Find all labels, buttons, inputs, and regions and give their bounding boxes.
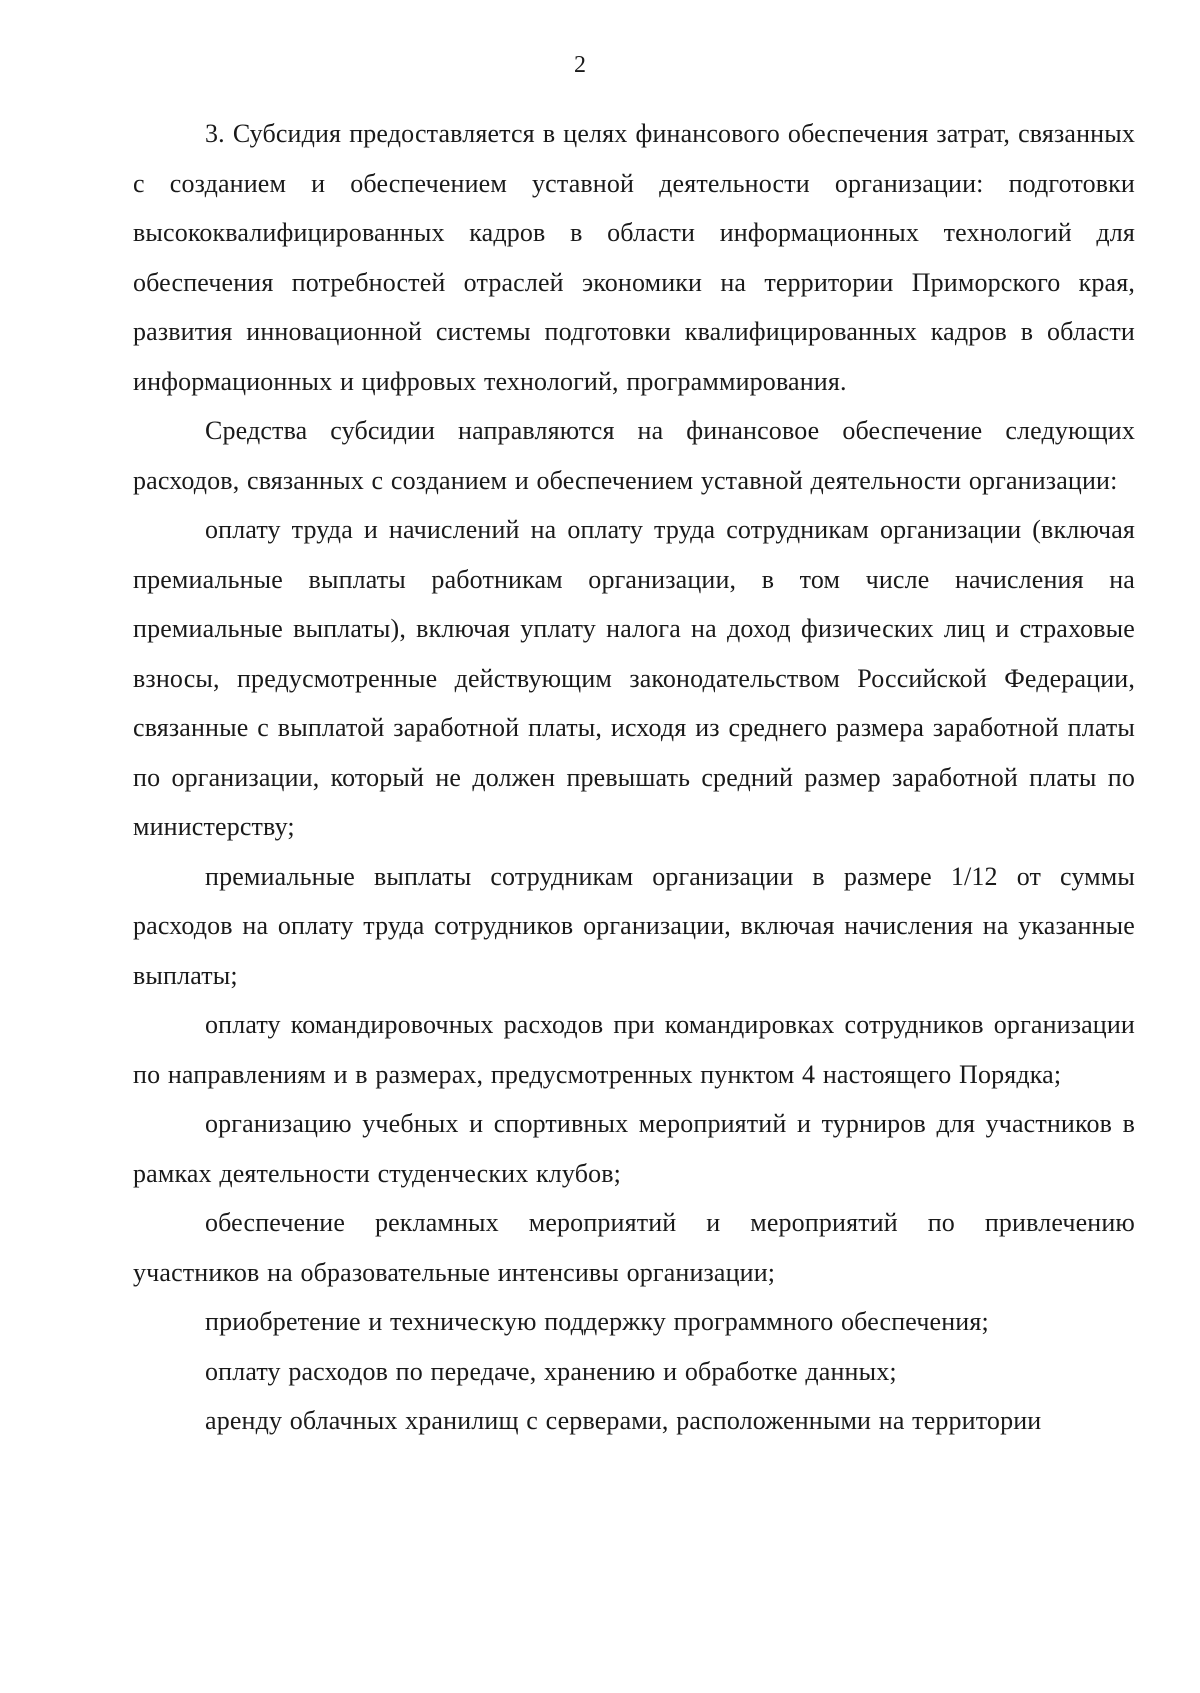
paragraph-subsidy-funds: Средства субсидии направляются на финансовое обеспечение следующих расходов, связанных с созданием и обеспечением уставной деятельности организации:	[133, 416, 1135, 495]
paragraph-cloud-storage: аренду облачных хранилищ с серверами, расположенными на территории	[205, 1406, 1042, 1435]
page-number: 2	[574, 52, 586, 78]
paragraph-subsidy-purpose: 3. Субсидия предоставляется в целях финансового обеспечения затрат, связанных с созданием и обеспечением уставной деятельности организации: подготовки высококвалифицированных кадров в области информационных технологий для обеспечения потребностей отраслей экономики на территории Приморского края, развития инновационной системы подготовки квалифицированных кадров в области информационных и цифровых технологий, программирования.	[133, 119, 1135, 396]
paragraph-advertising: обеспечение рекламных мероприятий и мероприятий по привлечению участников на образовательные интенсивы организации;	[133, 1208, 1135, 1287]
paragraph-labor-payment: оплату труда и начислений на оплату труда сотрудникам организации (включая премиальные выплаты работникам организации, в том числе начисления на премиальные выплаты), включая уплату налога на доход физических лиц и страховые взносы, предусмотренные действующим законодательством Российской Федерации, связанные с выплатой заработной платы, исходя из среднего размера заработной платы по организации, который не должен превышать средний размер заработной платы по министерству;	[133, 515, 1135, 841]
paragraph-data-processing: оплату расходов по передаче, хранению и обработке данных;	[205, 1356, 897, 1386]
paragraph-events: организацию учебных и спортивных мероприятий и турниров для участников в рамках деятельности студенческих клубов;	[133, 1109, 1135, 1188]
paragraph-travel-expenses: оплату командировочных расходов при командировках сотрудников организации по направлениям и в размерах, предусмотренных пунктом 4 настоящего Порядка;	[133, 1010, 1135, 1089]
paragraph-software: приобретение и техническую поддержку программного обеспечения;	[205, 1307, 989, 1336]
document-body	[133, 109, 1135, 1446]
paragraph-bonus-payments: премиальные выплаты сотрудникам организации в размере 1/12 от суммы расходов на оплату труда сотрудников организации, включая начисления на указанные выплаты;	[133, 861, 1135, 990]
